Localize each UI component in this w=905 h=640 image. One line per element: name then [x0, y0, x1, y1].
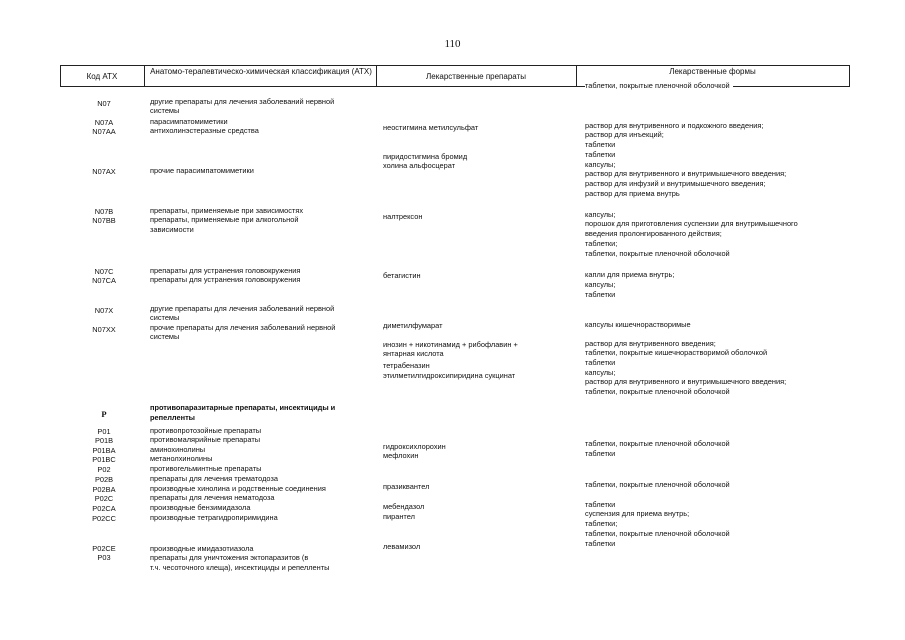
form-cell: капсулы; — [585, 210, 616, 219]
class-cell: репелленты — [150, 413, 195, 422]
form-cell: капсулы кишечнорастворимые — [585, 320, 691, 329]
form-cell: капсулы; — [585, 280, 616, 289]
class-cell: препараты, применяемые при зависимостях — [150, 206, 304, 215]
code-cell: P02CE — [92, 544, 116, 553]
form-cell: введения пролонгированного действия; — [585, 229, 722, 238]
code-cell: N07B — [94, 207, 114, 216]
code-cell: P02CC — [92, 514, 116, 523]
code-cell: P01 — [97, 427, 111, 436]
form-cell: таблетки; — [585, 519, 618, 528]
header-classification: Анатомо-терапевтическо-химическая классификация (АТХ) — [150, 67, 372, 76]
form-cell: раствор для инфузий и внутримышечного введения; — [585, 179, 766, 188]
drug-cell: диметилфумарат — [383, 321, 443, 330]
form-cell: таблетки — [585, 290, 616, 299]
form-cell: капсулы; — [585, 160, 616, 169]
class-cell: зависимости — [150, 225, 194, 234]
code-cell: N07X — [94, 306, 114, 315]
drug-cell: мебендазол — [383, 502, 425, 511]
form-cell: таблетки, покрытые пленочной оболочкой — [585, 387, 730, 396]
drug-cell: холина альфосцерат — [383, 161, 456, 170]
form-cell: таблетки, покрытые пленочной оболочкой — [585, 249, 730, 258]
class-cell: производные хинолина и родственные соединения — [150, 484, 326, 493]
form-cell: таблетки, покрытые пленочной оболочкой — [585, 529, 730, 538]
drug-cell: янтарная кислота — [383, 349, 444, 358]
form-cell: таблетки; — [585, 239, 618, 248]
class-cell: метанолхинолины — [150, 454, 213, 463]
drug-cell: налтрексон — [383, 212, 423, 221]
class-cell: противопаразитарные препараты, инсектициды и — [150, 403, 336, 412]
form-cell: таблетки — [585, 358, 616, 367]
code-cell: P — [101, 409, 107, 419]
code-cell: P02B — [94, 475, 114, 484]
class-cell: парасимпатомиметики — [150, 117, 228, 126]
class-cell: препараты для устранения головокружения — [150, 266, 301, 275]
form-cell: раствор для внутривенного и подкожного введения; — [585, 121, 764, 130]
code-cell: P02 — [97, 465, 111, 474]
drug-cell: инозин + никотинамид + рибофлавин + — [383, 340, 518, 349]
class-cell: т.ч. чесоточного клеща), инсектициды и репелленты — [150, 563, 330, 572]
class-cell: противомалярийные препараты — [150, 435, 261, 444]
drug-cell: гидроксихлорохин — [383, 442, 446, 451]
form-cell: таблетки, покрытые пленочной оболочкой — [585, 439, 730, 448]
form-cell: капли для приема внутрь; — [585, 270, 675, 279]
code-cell: P01BA — [92, 446, 116, 455]
header-drugs: Лекарственные препараты — [426, 72, 526, 81]
class-cell: прочие препараты для лечения заболеваний нервной — [150, 323, 336, 332]
drug-cell: празиквантел — [383, 482, 430, 491]
code-cell: N07AA — [92, 127, 116, 136]
drug-cell: левамизол — [383, 542, 421, 551]
form-cell: таблетки — [585, 500, 616, 509]
code-cell: N07BB — [92, 216, 116, 225]
column-divider-1 — [144, 65, 145, 87]
code-cell: N07A — [94, 118, 114, 127]
form-cell: таблетки, покрытые кишечнорастворимой оболочкой — [585, 348, 768, 357]
code-cell: P02BA — [92, 485, 116, 494]
form-cell: капсулы; — [585, 368, 616, 377]
class-cell: прочие парасимпатомиметики — [150, 166, 254, 175]
class-cell: системы — [150, 332, 180, 341]
class-cell: препараты для устранения головокружения — [150, 275, 301, 284]
class-cell: другие препараты для лечения заболеваний нервной — [150, 304, 335, 313]
class-cell: другие препараты для лечения заболеваний нервной — [150, 97, 335, 106]
drug-cell: тетрабеназин — [383, 361, 430, 370]
page-number: 110 — [444, 38, 461, 50]
code-cell: N07XX — [92, 325, 116, 334]
header-code: Код АТХ — [86, 72, 118, 81]
class-cell: системы — [150, 106, 180, 115]
form-cell: таблетки — [585, 150, 616, 159]
code-cell: N07CA — [92, 276, 116, 285]
form-cell: раствор для приема внутрь — [585, 189, 680, 198]
class-cell: антихолинэстеразные средства — [150, 126, 259, 135]
code-cell: P02C — [94, 494, 114, 503]
code-cell: P01BC — [92, 455, 116, 464]
code-cell: P03 — [97, 553, 111, 562]
class-cell: производные имидазотиазола — [150, 544, 254, 553]
form-cell: раствор для внутривенного введения; — [585, 339, 716, 348]
form-cell: таблетки — [585, 449, 616, 458]
class-cell: препараты, применяемые при алкогольной — [150, 215, 299, 224]
class-cell: производные бензимидазола — [150, 503, 251, 512]
code-cell: P01B — [94, 436, 114, 445]
drug-cell: мефлохин — [383, 451, 419, 460]
drug-cell: пиридостигмина бромид — [383, 152, 468, 161]
form-cell: таблетки — [585, 539, 616, 548]
class-cell: препараты для уничтожения эктопаразитов (в — [150, 553, 309, 562]
class-cell: производные тетрагидропиримидина — [150, 513, 278, 522]
code-cell: P02CA — [92, 504, 116, 513]
code-cell: N07C — [94, 267, 114, 276]
form-cell: таблетки — [585, 140, 616, 149]
code-cell: N07AX — [92, 167, 116, 176]
class-cell: противогельминтные препараты — [150, 464, 262, 473]
form-cell: порошок для приготовления суспензии для внутримышечного — [585, 219, 798, 228]
form-cell: суспензия для приема внутрь; — [585, 509, 690, 518]
header-forms: Лекарственные формы — [669, 67, 756, 76]
class-cell: аминохинолины — [150, 445, 206, 454]
form-cell: таблетки, покрытые пленочной оболочкой — [585, 81, 733, 90]
class-cell: препараты для лечения трематодоза — [150, 474, 278, 483]
form-cell: раствор для инъекций; — [585, 130, 664, 139]
form-cell: раствор для внутривенного и внутримышечного введения; — [585, 169, 787, 178]
form-cell: таблетки, покрытые пленочной оболочкой — [585, 480, 730, 489]
class-cell: системы — [150, 313, 180, 322]
class-cell: противопротозойные препараты — [150, 426, 262, 435]
drug-cell: этилметилгидроксипиридина сукцинат — [383, 371, 516, 380]
code-cell: N07 — [97, 99, 111, 108]
drug-cell: неостигмина метилсульфат — [383, 123, 479, 132]
table-right-border — [849, 65, 850, 87]
form-cell: раствор для внутривенного и внутримышечного введения; — [585, 377, 787, 386]
drug-cell: бетагистин — [383, 271, 421, 280]
drug-cell: пирантел — [383, 512, 415, 521]
class-cell: препараты для лечения нематодоза — [150, 493, 275, 502]
table-top-border — [60, 65, 850, 66]
